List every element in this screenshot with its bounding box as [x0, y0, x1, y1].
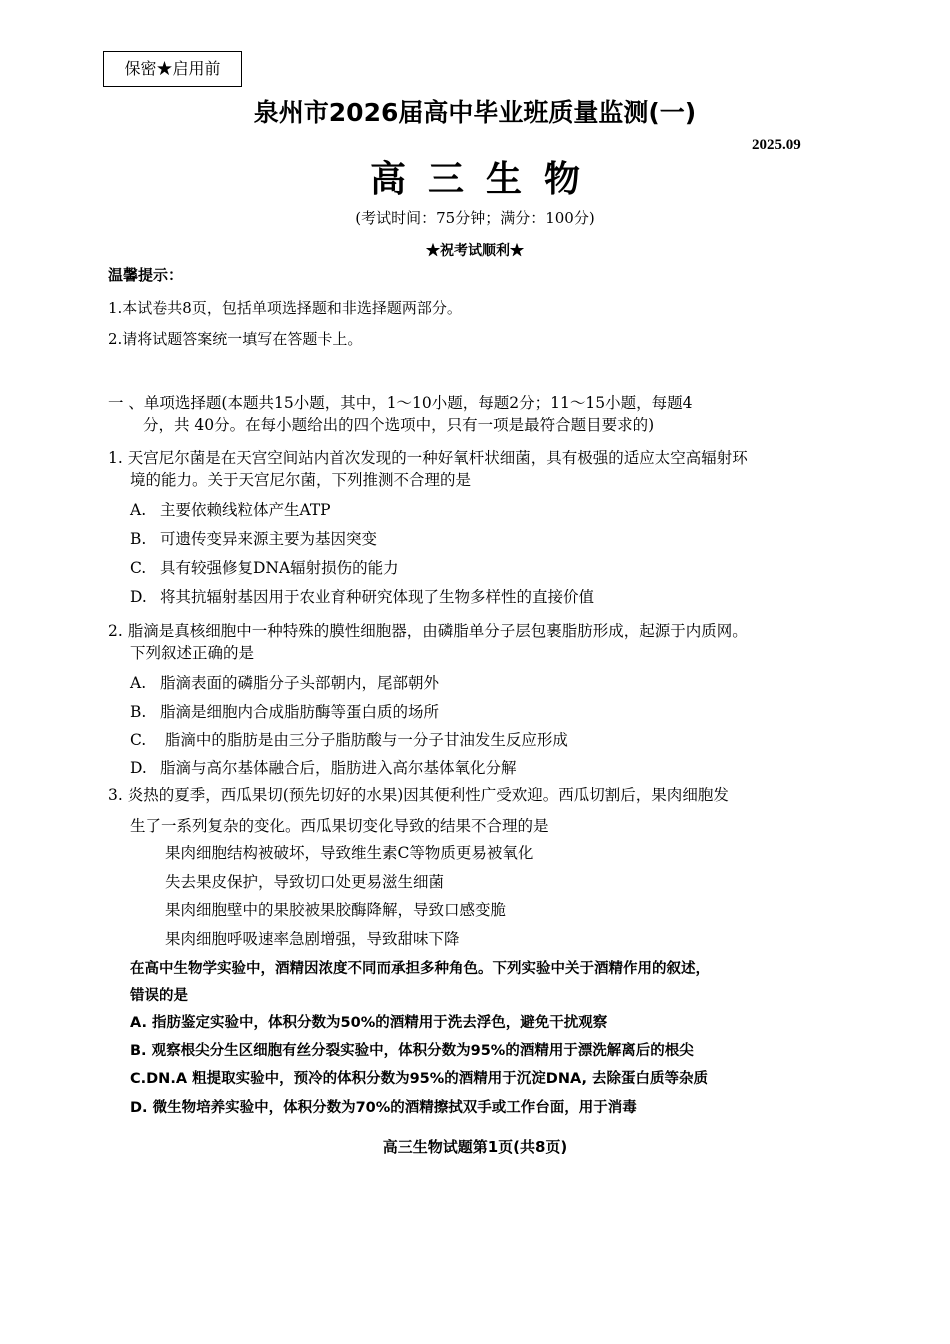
section-heading: 一 、单项选择题(本题共15小题，其中，1～10小题，每题2分；11～15小题，每题4 — [108, 394, 693, 412]
question-2-stem: 2. 脂滴是真核细胞中一种特殊的膜性细胞器，由磷脂单分子层包裹脂肪形成，起源于内质网。 — [108, 622, 748, 640]
confidential-label: 保密★启用前 — [103, 51, 242, 87]
question-2-option-a: A. 脂滴表面的磷脂分子头部朝内，尾部朝外 — [130, 674, 440, 692]
question-1-option-b: B. 可遗传变异来源主要为基因突变 — [130, 530, 378, 548]
question-4-option-b: B. 观察根尖分生区细胞有丝分裂实验中，体积分数为95%的酒精用于漂洗解离后的根尖 — [130, 1043, 694, 1059]
question-1-option-c: C. 具有较强修复DNA辐射损伤的能力 — [130, 559, 399, 577]
question-1-stem: 1. 天宫尼尔菌是在天宫空间站内首次发现的一种好氧杆状细菌，具有极强的适应太空高辐射环 — [108, 449, 748, 467]
good-luck-wish: ★祝考试顺利★ — [426, 243, 524, 259]
question-2-option-d: D. 脂滴与高尔基体融合后，脂肪进入高尔基体氧化分解 — [130, 759, 517, 777]
question-3-stem: 3. 炎热的夏季，西瓜果切(预先切好的水果)因其便利性广受欢迎。西瓜切割后，果肉细胞发 — [108, 786, 729, 804]
tip-item: 2.请将试题答案统一填写在答题卡上。 — [108, 330, 363, 348]
question-3-stem-cont: 生了一系列复杂的变化。西瓜果切变化导致的结果不合理的是 — [130, 817, 549, 835]
question-2-option-b: B. 脂滴是细胞内合成脂肪酶等蛋白质的场所 — [130, 703, 440, 721]
question-4-stem-cont: 错误的是 — [130, 988, 188, 1004]
subject-title: 高三生物 — [369, 159, 602, 200]
exam-info: (考试时间：75分钟；满分：100分) — [355, 209, 595, 227]
section-heading-cont: 分，共 40分。在每小题给出的四个选项中，只有一项是最符合题目要求的) — [143, 416, 655, 434]
question-4-option-c: C.DN.A 粗提取实验中，预冷的体积分数为95%的酒精用于沉淀DNA, 去除蛋白质等杂质 — [130, 1071, 709, 1087]
question-3-option-c: 果肉细胞壁中的果胶被果胶酶降解，导致口感变脆 — [165, 901, 507, 919]
question-1-option-a: A. 主要依赖线粒体产生ATP — [130, 501, 331, 519]
question-1-stem-cont: 境的能力。关于天宫尼尔菌，下列推测不合理的是 — [130, 471, 472, 489]
question-3-option-b: 失去果皮保护，导致切口处更易滋生细菌 — [165, 873, 445, 891]
exam-date: 2025.09 — [752, 137, 801, 153]
tip-item: 1.本试卷共8页，包括单项选择题和非选择题两部分。 — [108, 299, 462, 317]
question-2-option-c: C. 脂滴中的脂肪是由三分子脂肪酸与一分子甘油发生反应形成 — [130, 731, 568, 749]
tips-title: 温馨提示： — [108, 266, 184, 284]
question-4-option-d: D. 微生物培养实验中，体积分数为70%的酒精擦拭双手或工作台面，用于消毒 — [130, 1100, 637, 1116]
question-3-option-a: 果肉细胞结构被破坏，导致维生素C等物质更易被氧化 — [165, 844, 534, 862]
question-4-option-a: A. 指肪鉴定实验中，体积分数为50%的酒精用于洗去浮色，避免干扰观察 — [130, 1015, 608, 1031]
question-3-option-d: 果肉细胞呼吸速率急剧增强，导致甜味下降 — [165, 930, 460, 948]
question-4-stem: 在高中生物学实验中，酒精因浓度不同而承担多种角色。下列实验中关于酒精作用的叙述， — [130, 961, 710, 977]
page-footer: 高三生物试题第1页(共8页) — [382, 1138, 568, 1156]
question-2-stem-cont: 下列叙述正确的是 — [130, 644, 255, 662]
question-1-option-d: D. 将其抗辐射基因用于农业育种研究体现了生物多样性的直接价值 — [130, 588, 595, 606]
exam-title: 泉州市2026届高中毕业班质量监测(一) — [253, 98, 697, 127]
